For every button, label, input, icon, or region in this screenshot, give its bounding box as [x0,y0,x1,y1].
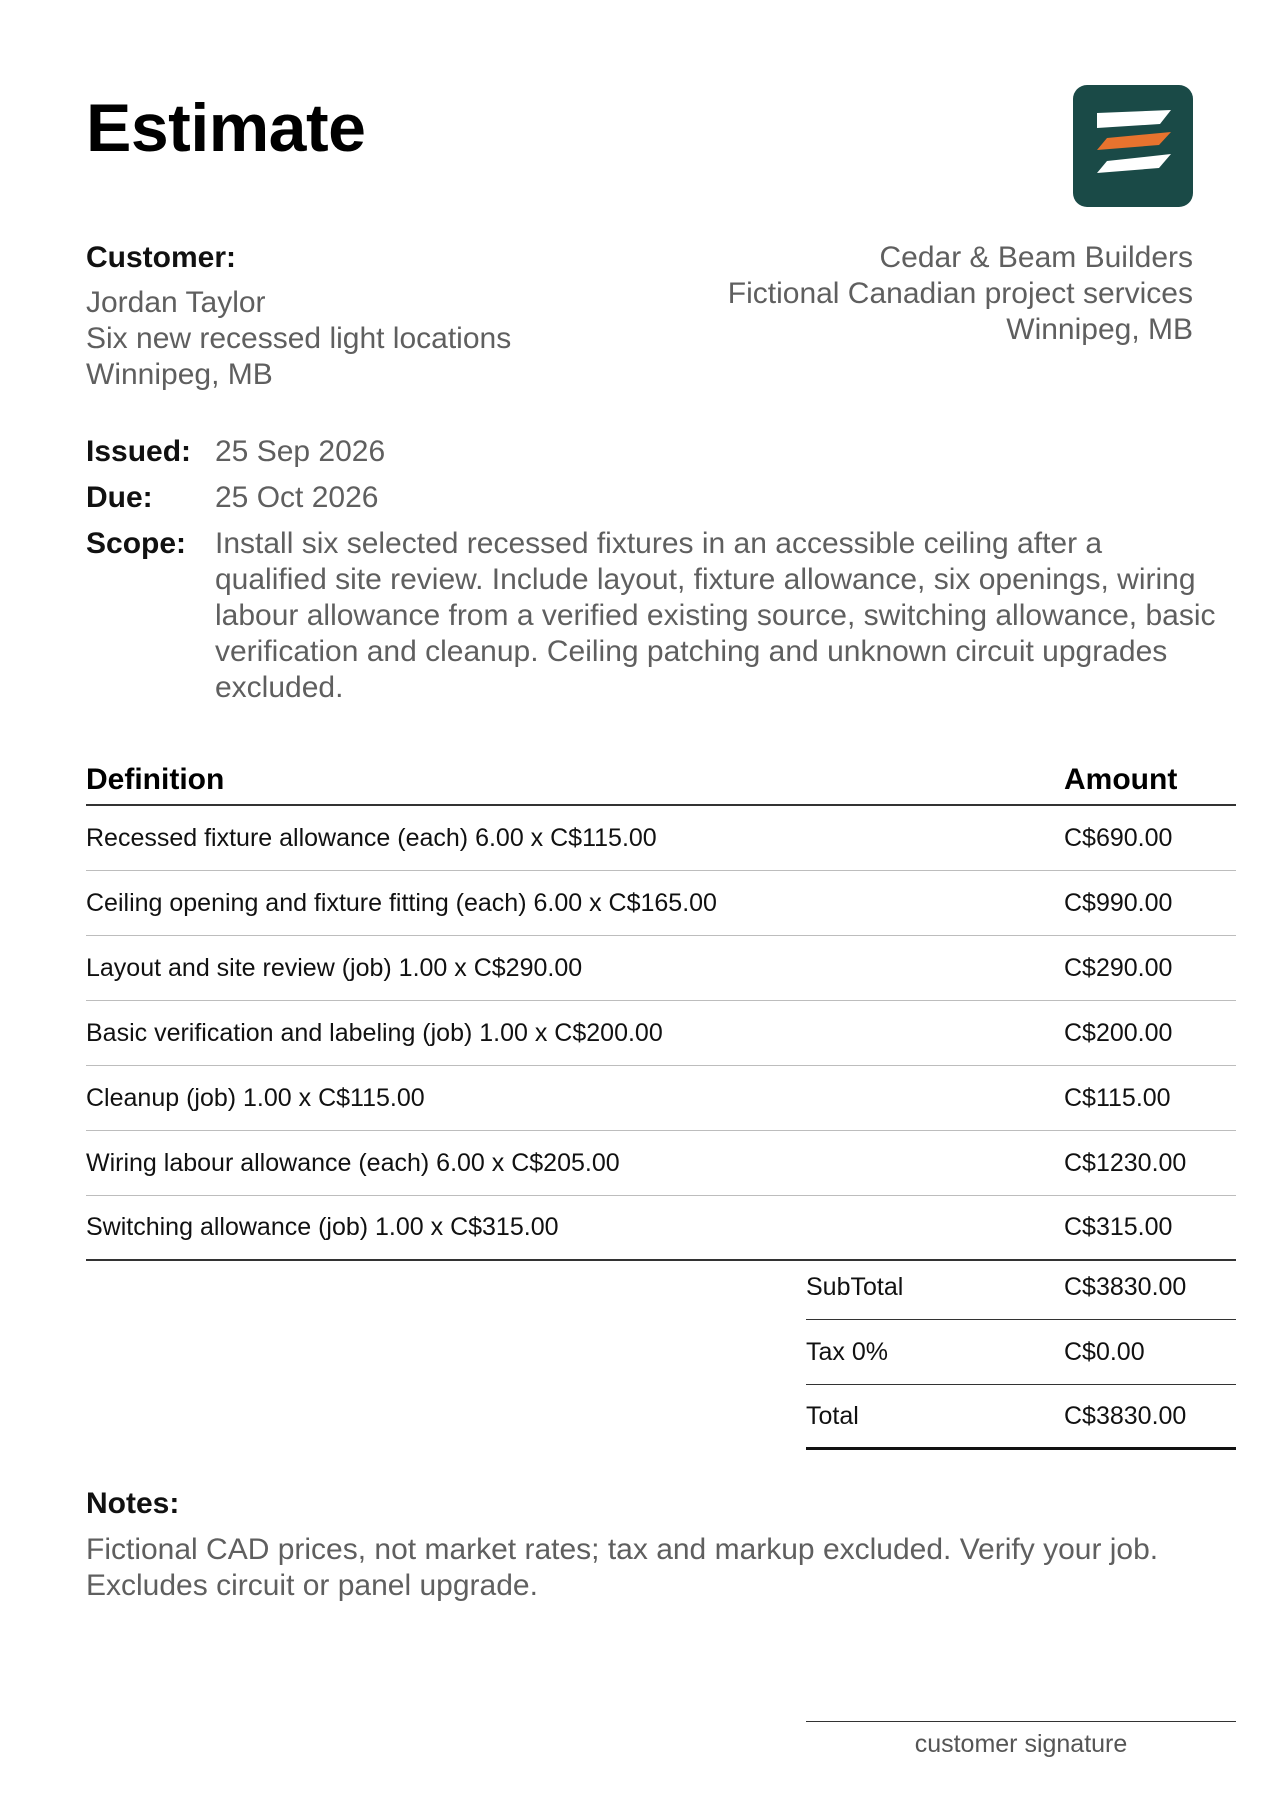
notes-block [86,1486,1236,1604]
company-block [728,240,1193,348]
customer-label: Customer: [86,241,237,274]
row-definition: Layout and site review (job) 1.00 x C$290.00 [86,953,583,982]
subtotal-row [806,1255,1236,1320]
row-definition: Switching allowance (job) 1.00 x C$315.00 [86,1213,559,1241]
due-value: 25 Oct 2026 [215,481,379,514]
table-row [86,1066,1236,1131]
row-amount: C$990.00 [1064,888,1173,917]
table-row [86,936,1236,1001]
customer-location: Winnipeg, MB [86,358,273,391]
table-row [86,1196,1236,1261]
signature-label: customer signature [914,1730,1128,1758]
table-body [86,806,1236,1261]
due-row [86,480,1216,516]
company-logo-icon [1073,85,1193,207]
row-amount: C$1230.00 [1064,1148,1187,1177]
row-definition: Cleanup (job) 1.00 x C$115.00 [86,1083,425,1112]
customer-block [86,240,511,393]
stacked-planks-logo-icon [1073,85,1193,207]
customer-signature-line [806,1721,1236,1759]
row-definition: Ceiling opening and fixture fitting (each) 6.00 x C$165.00 [86,888,717,917]
scope-label: Scope: [86,527,187,560]
row-amount: C$690.00 [1064,823,1173,852]
row-amount: C$315.00 [1064,1213,1173,1241]
tax-row [806,1320,1236,1385]
issued-row [86,434,1216,470]
table-row [86,806,1236,871]
row-amount: C$290.00 [1064,953,1173,982]
company-tagline: Fictional Canadian project services [727,277,1193,310]
customer-project: Six new recessed light locations [86,322,512,355]
totals-block [806,1255,1236,1450]
row-definition: Wiring labour allowance (each) 6.00 x C$205.00 [86,1148,620,1177]
notes-label: Notes: [86,1487,180,1520]
issued-label: Issued: [86,435,192,468]
total-value: C$3830.00 [1064,1401,1187,1430]
line-items-table [86,760,1236,1261]
amount-header: Amount [1064,763,1178,796]
company-name: Cedar & Beam Builders [879,241,1193,274]
table-row [86,1001,1236,1066]
tax-value: C$0.00 [1064,1337,1145,1366]
row-amount: C$115.00 [1064,1083,1171,1112]
total-row [806,1385,1236,1450]
notes-line-1: Fictional CAD prices, not market rates; tax and markup excluded. Verify your job. [86,1533,1159,1566]
row-amount: C$200.00 [1064,1018,1173,1047]
estimate-meta [86,434,1216,716]
total-label: Total [806,1401,859,1430]
tax-label: Tax 0% [806,1337,888,1366]
due-label: Due: [86,481,153,514]
customer-name: Jordan Taylor [86,286,266,319]
table-row [86,871,1236,936]
notes-line-2: Excludes circuit or panel upgrade. [86,1569,538,1602]
table-header [86,760,1236,806]
row-definition: Basic verification and labeling (job) 1.00 x C$200.00 [86,1018,663,1047]
table-row [86,1131,1236,1196]
scope-row [86,526,1216,706]
definition-header: Definition [86,763,225,796]
row-definition: Recessed fixture allowance (each) 6.00 x C$115.00 [86,823,657,852]
issued-value: 25 Sep 2026 [215,435,386,468]
subtotal-label: SubTotal [806,1272,904,1301]
subtotal-value: C$3830.00 [1064,1272,1187,1301]
scope-value: Install six selected recessed fixtures in an accessible ceiling after a qualified site review. Include layout, fixture allowance, six openings, wiring labour allowance from a verified existing source, switching allowance, basic verification and cleanup. Ceiling patching and unknown circuit upgrades excluded. [215,527,1216,704]
page-title: Estimate [86,90,366,166]
company-location: Winnipeg, MB [1006,313,1193,346]
